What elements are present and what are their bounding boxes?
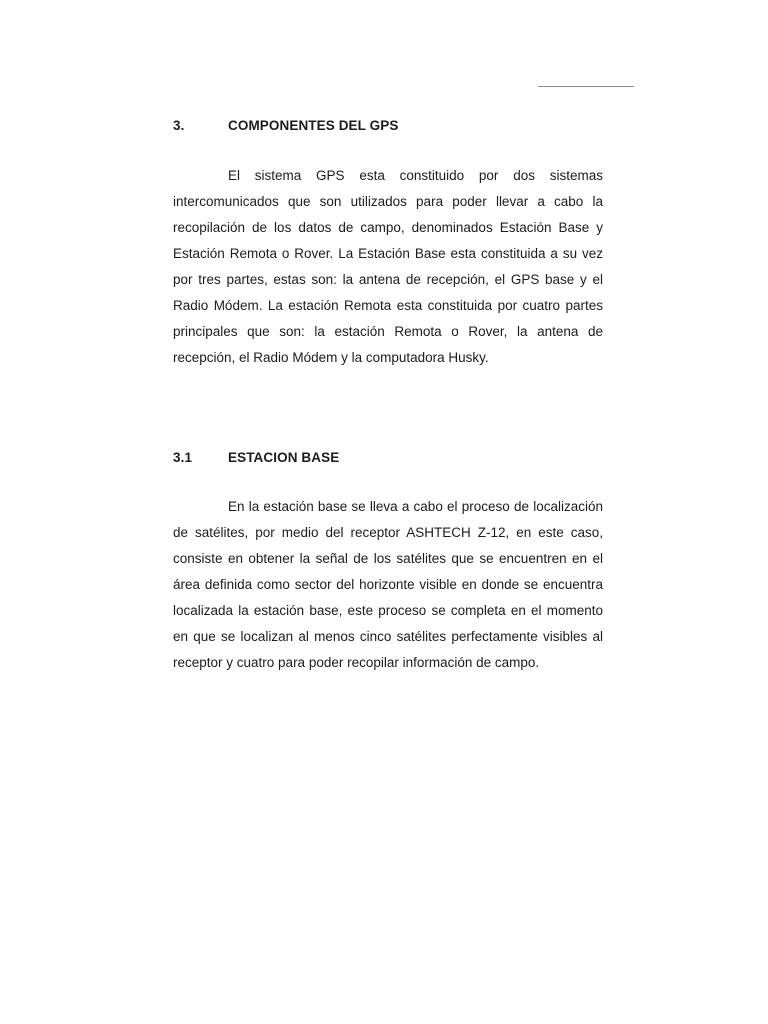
- section-title: ESTACION BASE: [228, 450, 340, 465]
- section-3-paragraph: El sistema GPS esta constituido por dos sistemas intercomunicados que son utilizados para poder llevar a cabo la recopilación de los datos de campo, denominados Estación Base y Estación Remota o Rover. La Estación Base esta constituida a su vez por tres partes, estas son: la antena de recepción, el GPS base y el Radio Módem. La estación Remota esta constituida por cuatro partes principales que son: la estación Remota o Rover, la antena de recepción, el Radio Módem y la computadora Husky.: [173, 168, 603, 365]
- scan-artifact-line: [538, 86, 634, 87]
- section-3-1-paragraph: En la estación base se lleva a cabo el proceso de localización de satélites, por medio del receptor ASHTECH Z-12, en este caso, consiste en obtener la señal de los satélites que se encuentren en el área definida como sector del horizonte visible en donde se encuentra localizada la estación base, este proceso se completa en el momento en que se localizan al menos cinco satélites perfectamente visibles al receptor y cuatro para poder recopilar información de campo.: [173, 499, 603, 670]
- section-number: 3.: [173, 118, 185, 133]
- section-title: COMPONENTES DEL GPS: [228, 118, 399, 133]
- section-number: 3.1: [173, 450, 193, 465]
